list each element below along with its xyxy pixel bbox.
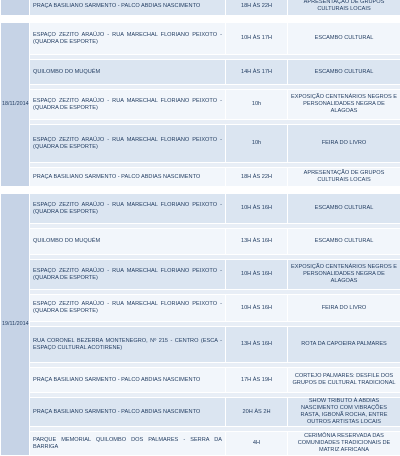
time-cell: 10h (226, 125, 288, 163)
time-cell: 14H ÀS 17H (226, 60, 288, 85)
time-cell: 13H ÀS 16H (226, 327, 288, 363)
table-row (1, 0, 400, 16)
time-cell: 10H ÀS 16H (226, 295, 288, 322)
time-cell: 18H ÀS 22H (226, 168, 288, 187)
location-cell: ESPAÇO ZEZITO ARAÚJO - RUA MARECHAL FLORIANO PEIXOTO - (QUADRA DE ESPORTE) (30, 90, 226, 120)
location-cell: ESPAÇO ZEZITO ARAÚJO - RUA MARECHAL FLORIANO PEIXOTO - (QUADRA DE ESPORTE) (30, 23, 226, 55)
table-row (1, 60, 400, 85)
activity-cell: ESCAMBO CULTURAL (288, 60, 400, 85)
row-separator (1, 16, 400, 23)
table-row (1, 295, 400, 322)
location-cell: QUILOMBO DO MUQUÉM (30, 229, 226, 255)
time-cell: 18H ÀS 22H (226, 0, 288, 16)
date-cell (1, 0, 30, 16)
time-cell: 10H ÀS 16H (226, 260, 288, 290)
table-row (1, 368, 400, 393)
activity-cell: SHOW TRIBUTO À ABDIAS NASCIMENTO COM VIBRAÇÕES RASTA, IGBONÃ ROCHA, ENTRE OUTROS ARTISTAS LOCAIS (288, 398, 400, 427)
activity-cell: FEIRA DO LIVRO (288, 295, 400, 322)
location-cell: ESPAÇO ZEZITO ARAÚJO - RUA MARECHAL FLORIANO PEIXOTO - (QUADRA DE ESPORTE) (30, 260, 226, 290)
time-cell: 10H ÀS 16H (226, 194, 288, 224)
time-cell: 17H ÀS 19H (226, 368, 288, 393)
time-cell: 10h (226, 90, 288, 120)
location-cell: ESPAÇO ZEZITO ARAÚJO - RUA MARECHAL FLORIANO PEIXOTO - (QUADRA DE ESPORTE) (30, 295, 226, 322)
location-cell: PRAÇA BASILIANO SARMENTO - PALCO ABDIAS NASCIMENTO (30, 0, 226, 16)
table-row (1, 432, 400, 456)
activity-cell: FEIRA DO LIVRO (288, 125, 400, 163)
table-row (1, 229, 400, 255)
time-cell: 4H (226, 432, 288, 456)
location-cell: PRAÇA BASILIANO SARMENTO - PALCO ABDIAS NASCIMENTO (30, 398, 226, 427)
activity-cell: ESCAMBO CULTURAL (288, 194, 400, 224)
table-row (1, 327, 400, 363)
activity-cell: EXPOSIÇÃO CENTENÁRIOS NEGROS E PERSONALIDADES NEGRA DE ALAGOAS (288, 260, 400, 290)
activity-cell: ESCAMBO CULTURAL (288, 23, 400, 55)
activity-cell: CERIMÔNIA RESERVADA DAS COMUNIDADES TRADICIONAIS DE MATRIZ AFRICANA (288, 432, 400, 456)
table-row (1, 398, 400, 427)
time-cell: 13H ÀS 16H (226, 229, 288, 255)
table-row (1, 23, 400, 55)
table-row (1, 194, 400, 224)
activity-cell: APRESENTAÇÃO DE GRUPOS CULTURAIS LOCAIS (288, 168, 400, 187)
location-cell: PRAÇA BASILIANO SARMENTO - PALCO ABDIAS NASCIMENTO (30, 168, 226, 187)
table-row (1, 90, 400, 120)
table-row (1, 125, 400, 163)
date-cell: 19/11/2014 (1, 194, 30, 456)
row-separator (1, 187, 400, 194)
location-cell: PRAÇA BASILIANO SARMENTO - PALCO ABDIAS NASCIMENTO (30, 368, 226, 393)
activity-cell: EXPOSIÇÃO CENTENÁRIOS NEGROS E PERSONALIDADES NEGRA DE ALAGOAS (288, 90, 400, 120)
location-cell: ESPAÇO ZEZITO ARAÚJO - RUA MARECHAL FLORIANO PEIXOTO - (QUADRA DE ESPORTE) (30, 125, 226, 163)
location-cell: ESPAÇO ZEZITO ARAÚJO - RUA MARECHAL FLORIANO PEIXOTO - (QUADRA DE ESPORTE) (30, 194, 226, 224)
activity-cell: APRESENTAÇÃO DE GRUPOS CULTURAIS LOCAIS (288, 0, 400, 16)
table-row (1, 168, 400, 187)
location-cell: QUILOMBO DO MUQUÉM (30, 60, 226, 85)
time-cell: 20H ÀS 2H (226, 398, 288, 427)
activity-cell: ESCAMBO CULTURAL (288, 229, 400, 255)
activity-cell: ROTA DA CAPOEIRA PALMARES (288, 327, 400, 363)
table-row (1, 260, 400, 290)
location-cell: RUA CORONEL BEZERRA MONTENEGRO, Nº 215 - CENTRO (ESCA - ESPAÇO CULTURAL ACOTIRENE) (30, 327, 226, 363)
time-cell: 10H ÀS 17H (226, 23, 288, 55)
activity-cell: CORTEJO PALMARES: DESFILE DOS GRUPOS DE CULTURAL TRADICIONAL (288, 368, 400, 393)
location-cell: PARQUE MEMORIAL QUILOMBO DOS PALMARES - SERRA DA BARRIGA (30, 432, 226, 456)
date-cell: 18/11/2014 (1, 23, 30, 187)
